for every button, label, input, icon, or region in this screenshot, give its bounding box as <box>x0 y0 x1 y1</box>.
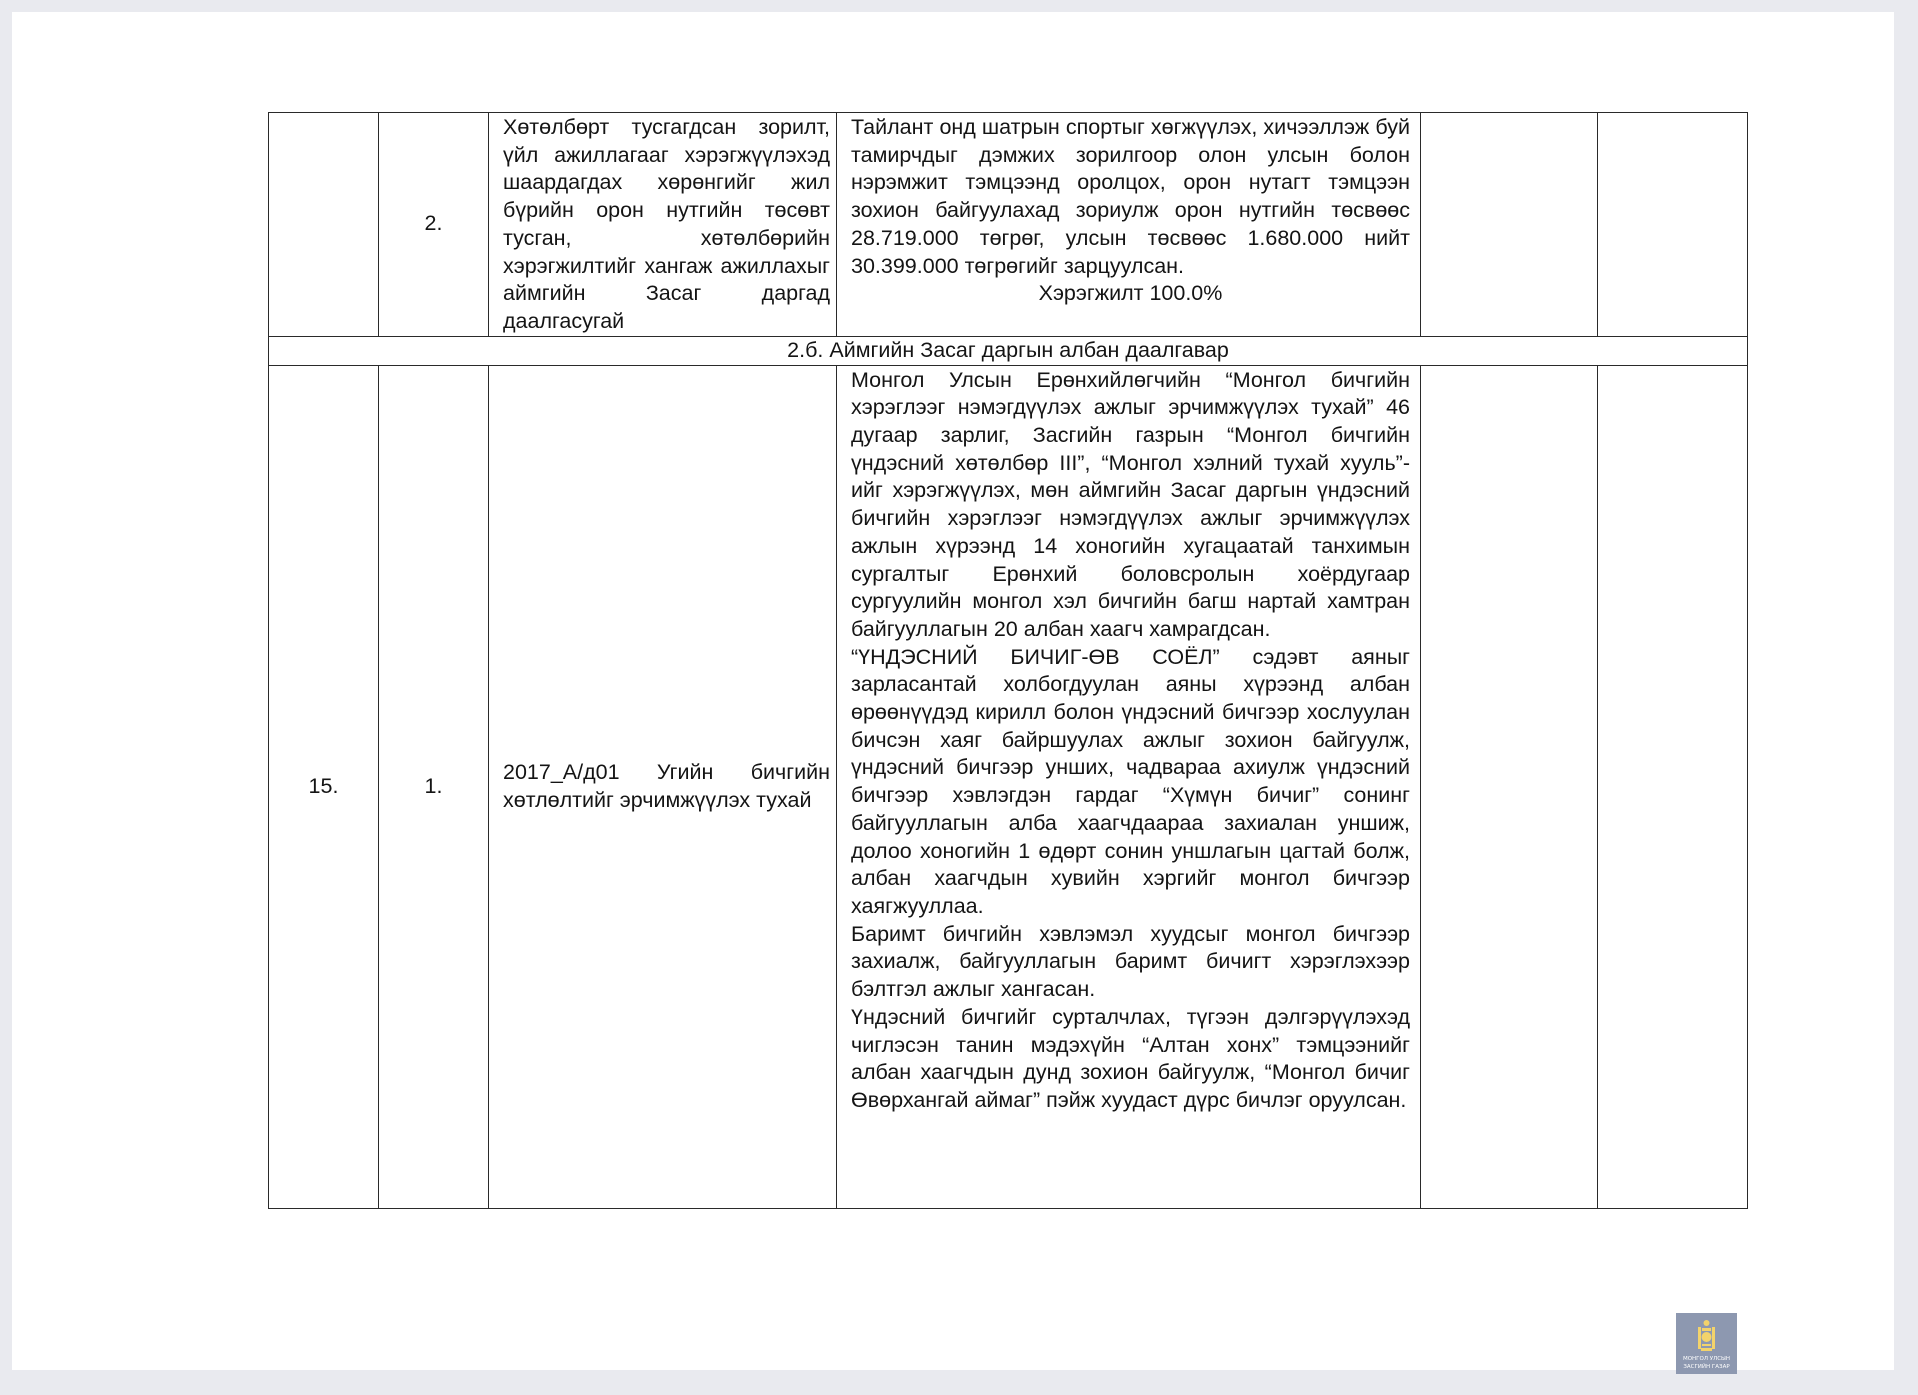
emblem-line-1: МОНГОЛ УЛСЫН <box>1682 1356 1731 1362</box>
cell-empty <box>1421 365 1598 1208</box>
implementation-text: Тайлант онд шатрын спортыг хөгжүүлэх, хичээллэж буй тамирчдыг дэмжих зорилгоор олон улсын болон нэрэмжит тэмцээнд оролцох, орон нутагт тэмцээн зохион байгуулахад зориулж орон нутгийн төсвөөс 28.719.000 төгрөг, улсын төсвөөс 1.680.000 нийт 30.399.000 төгрөгийг зарцуулсан. <box>851 115 1410 278</box>
cell-sub-number: 1. <box>379 365 489 1208</box>
emblem-line-2: ЗАСГИЙН ГАЗАР <box>1683 1364 1730 1370</box>
cell-empty <box>1421 113 1598 337</box>
implementation-paragraph: Монгол Улсын Ерөнхийлөгчийн “Монгол бичгийн хэрэглээг нэмэгдүүлэх ажлыг эрчимжүүлэх тухай” 46 дугаар зарлиг, Засгийн газрын “Монгол бичгийн үндэсний хөтөлбөр III”, “Монгол хэлний тухай хууль”-ийг хэрэгжүүлэх, мөн аймгийн Засаг даргын үндэсний бичгийн хэрэглээг нэмэгдүүлэх ажлыг эрчимжүүлэх ажлын хүрээнд 14 хоногийн хугацаатай танхимын сургалтыг Ерөнхий боловсролын хоёрдугаар сургуулийн монгол хэл бичгийн багш нартай хамтран байгууллагын 20 албан хаагч хамрагдсан. <box>851 367 1410 641</box>
implementation-paragraph: “ҮНДЭСНИЙ БИЧИГ-ӨВ СОЁЛ” сэдэвт аяныг зарласантай холбогдуулан аяны хүрээнд албан өрөөнүүдэд кирилл болон үндэсний бичгээр хослуулан бичсэн хаяг байршуулах ажлыг зохион байгуулж, үндэсний бичгээр унших, чадвараа ахиулж үндэсний бичгээр хэвлэгдэн гардаг “Хүмүн бичиг” сонинг байгууллагын алба хаагчдаараа захиалан уншиж, долоо хоногийн 1 өдөрт сонин уншлагын цагтай болж, албан хаагчдын хувийн хэргийг монгол бичгээр хаягжууллаа. <box>851 644 1410 918</box>
government-emblem-icon <box>1676 1313 1737 1374</box>
table-row <box>269 113 1748 337</box>
report-table <box>268 112 1748 1209</box>
table-row <box>269 365 1748 1208</box>
section-header-row <box>269 336 1748 365</box>
cell-empty <box>1598 113 1748 337</box>
cell-decision-title: Хөтөлбөрт тусгагдсан зорилт, үйл ажиллагааг хэрэгжүүлэхэд шаардагдах хөрөнгийг жил бүрийн орон нутгийн төсөвт тусган, хөтөлбөрийн хэрэгжилтийг хангаж ажиллахыг аймгийн Засаг даргад даалгасугай <box>489 113 837 337</box>
implementation-paragraph: Үндэсний бичгийг сурталчлах, түгээн дэлгэрүүлэхэд чиглэсэн танин мэдэхүйн “Алтан хонх” тэмцээнийг албан хаагчдын дунд зохион байгуулж, “Монгол бичиг Өвөрхангай аймаг” пэйж хуудаст дүрс бичлэг оруулсан. <box>851 1004 1410 1112</box>
cell-empty <box>1598 365 1748 1208</box>
cell-implementation <box>837 365 1421 1208</box>
cell-main-number <box>269 113 379 337</box>
implementation-status: Хэрэгжилт 100.0% <box>1038 281 1223 306</box>
implementation-paragraph: Баримт бичгийн хэвлэмэл хуудсыг монгол бичгээр захиалж, байгууллагын баримт бичигт хэрэглэхээр бэлтгэл ажлыг хангасан. <box>851 921 1410 1002</box>
cell-implementation <box>837 113 1421 337</box>
section-header: 2.б. Аймгийн Засаг даргын албан даалгавар <box>269 336 1748 365</box>
cell-decision-title: 2017_А/д01 Угийн бичгийн хөтлөлтийг эрчимжүүлэх тухай <box>489 365 837 1208</box>
cell-main-number: 15. <box>269 365 379 1208</box>
cell-sub-number: 2. <box>379 113 489 337</box>
